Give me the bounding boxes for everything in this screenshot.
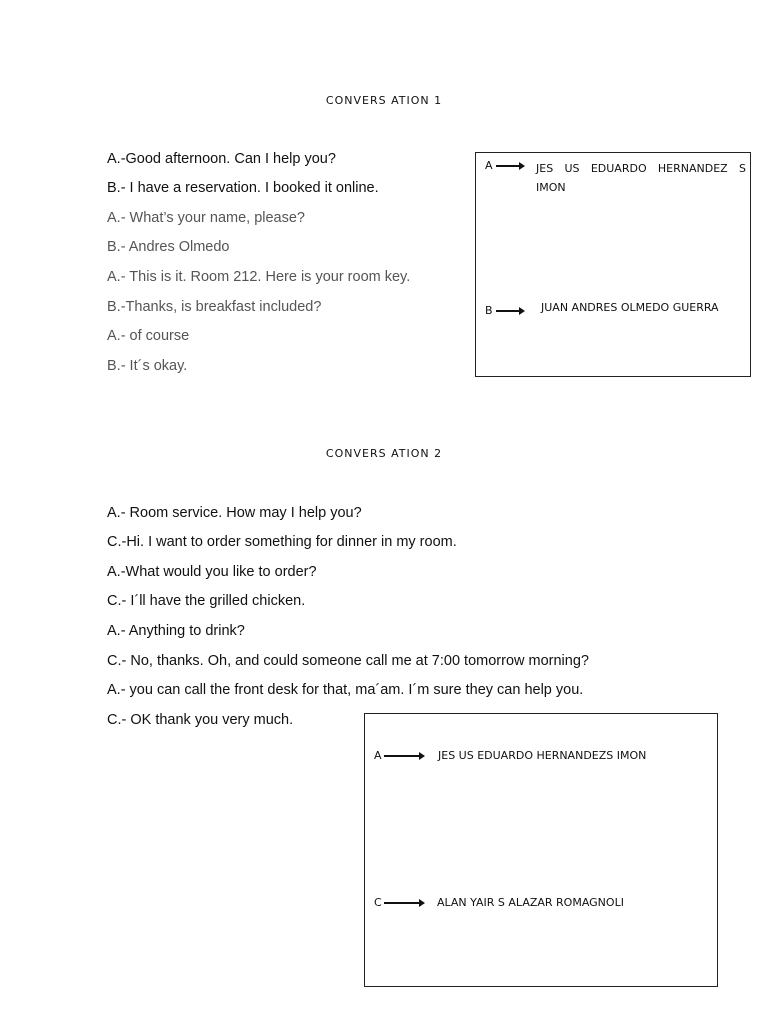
speaker-tag: A [485, 159, 493, 172]
participant-name: JES US EDUARDO HERNANDEZS IMON [438, 749, 647, 762]
dialogue-line: A.-What would you like to order? [107, 564, 317, 580]
dialogue-line: A.- What’s your name, please? [107, 210, 305, 226]
dialogue-line: B.- Andres Olmedo [107, 239, 230, 255]
conversation-1-title: CONVERS ATION 1 [325, 94, 443, 107]
speaker-tag: C [374, 896, 382, 909]
right-arrow-icon [384, 902, 420, 904]
dialogue-line: B.- It´s okay. [107, 358, 188, 374]
participant-name: JUAN ANDRES OLMEDO GUERRA [541, 301, 719, 314]
speaker-tag: A [374, 749, 382, 762]
participant-name: ALAN YAIR S ALAZAR ROMAGNOLI [437, 896, 624, 909]
conversation-2-title: CONVERS ATION 2 [325, 447, 443, 460]
right-arrow-icon [496, 165, 520, 167]
dialogue-line: A.- Anything to drink? [107, 623, 245, 639]
participants-box-2 [364, 713, 718, 987]
dialogue-line: A.- you can call the front desk for that, ma´am. I´m sure they can help you. [107, 682, 584, 698]
dialogue-line: A.- Room service. How may I help you? [107, 505, 362, 521]
dialogue-line: A.- of course [107, 328, 190, 344]
right-arrow-icon [384, 755, 420, 757]
participant-name: JES US EDUARDO HERNANDEZ S IMON [536, 162, 746, 194]
dialogue-line: C.- OK thank you very much. [107, 712, 294, 728]
dialogue-line: A.- This is it. Room 212. Here is your room key. [107, 269, 411, 285]
speaker-tag: B [485, 304, 493, 317]
dialogue-line: B.- I have a reservation. I booked it online. [107, 180, 379, 196]
dialogue-line: B.-Thanks, is breakfast included? [107, 299, 322, 315]
dialogue-line: C.- I´ll have the grilled chicken. [107, 593, 306, 609]
participants-box-1 [475, 152, 751, 377]
dialogue-line: C.-Hi. I want to order something for dinner in my room. [107, 534, 457, 550]
right-arrow-icon [496, 310, 520, 312]
dialogue-line: C.- No, thanks. Oh, and could someone call me at 7:00 tomorrow morning? [107, 653, 589, 669]
dialogue-line: A.-Good afternoon. Can I help you? [107, 151, 336, 167]
